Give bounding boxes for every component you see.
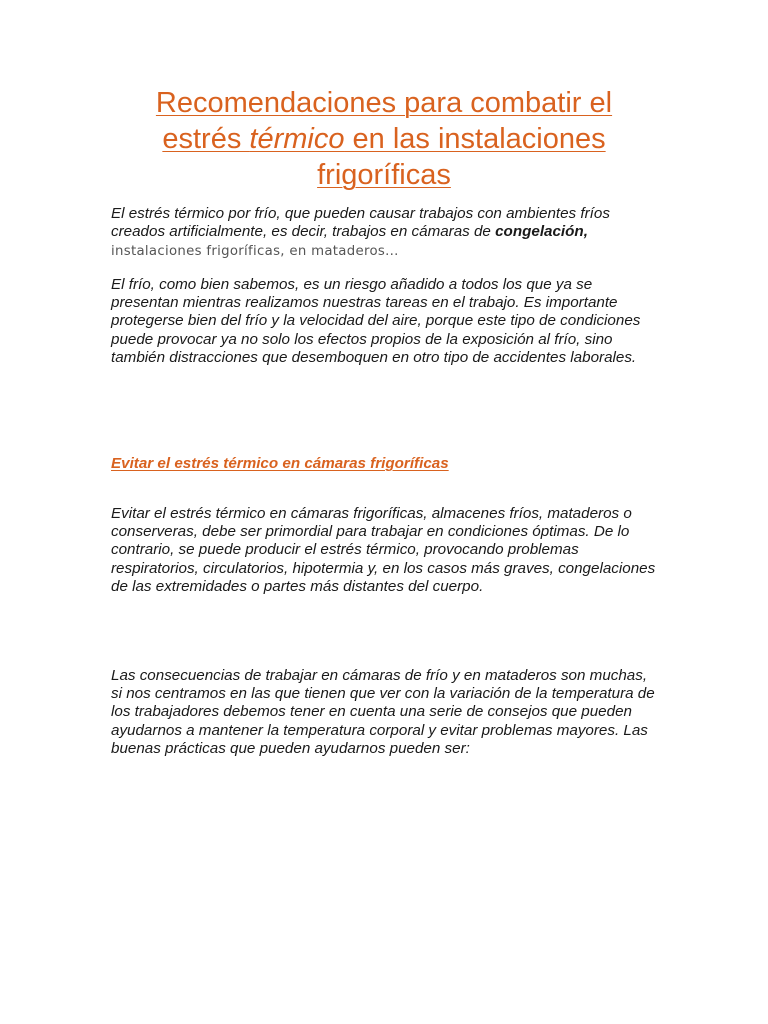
title-line-1: Recomendaciones para combatir el [155,87,613,119]
title-line-2-end: en las instalaciones [344,123,606,155]
title-italic-word: térmico [249,123,345,155]
intro-text: El estrés térmico por frío, que pueden causar trabajos con ambientes fríos creados artificialmente, es decir, trabajos en cámaras de [111,205,610,241]
intro-paragraph [111,205,659,262]
section-heading: Evitar el estrés térmico en cámaras frigoríficas [111,455,449,472]
title-line-2-start: estrés [162,123,250,155]
title-line-3: frigoríficas [317,159,451,191]
intro-light-text: instalaciones frigoríficas, en mataderos... [111,244,399,260]
intro-bold-text: congelación, [495,223,588,241]
consequences-paragraph: Las consecuencias de trabajar en cámaras de frío y en mataderos son muchas, si nos centramos en las que tienen que ver con la variación de la temperatura de los trabajadores debemos tener en cuenta una serie de consejos que pueden ayudarnos a mantener la temperatura corporal y evitar problemas mayores. Las buenas prácticas que pueden ayudarnos pueden ser: [111,667,655,757]
document-title [100,85,668,193]
avoid-stress-paragraph: Evitar el estrés térmico en cámaras frigoríficas, almacenes fríos, mataderos o conserveras, debe ser primordial para trabajar en condiciones óptimas. De lo contrario, se puede producir el estrés térmico, provocando problemas respiratorios, circulatorios, hipotermia y, en los casos más graves, congelaciones de las extremidades o partes más distantes del cuerpo. [111,505,656,595]
cold-risk-paragraph: El frío, como bien sabemos, es un riesgo añadido a todos los que ya se presentan mientras realizamos nuestras tareas en el trabajo. Es importante protegerse bien del frío y la velocidad del aire, porque este tipo de condiciones puede provocar ya no solo los efectos propios de la exposición al frío, sino también distracciones que desemboquen en otro tipo de accidentes laborales. [111,276,641,366]
